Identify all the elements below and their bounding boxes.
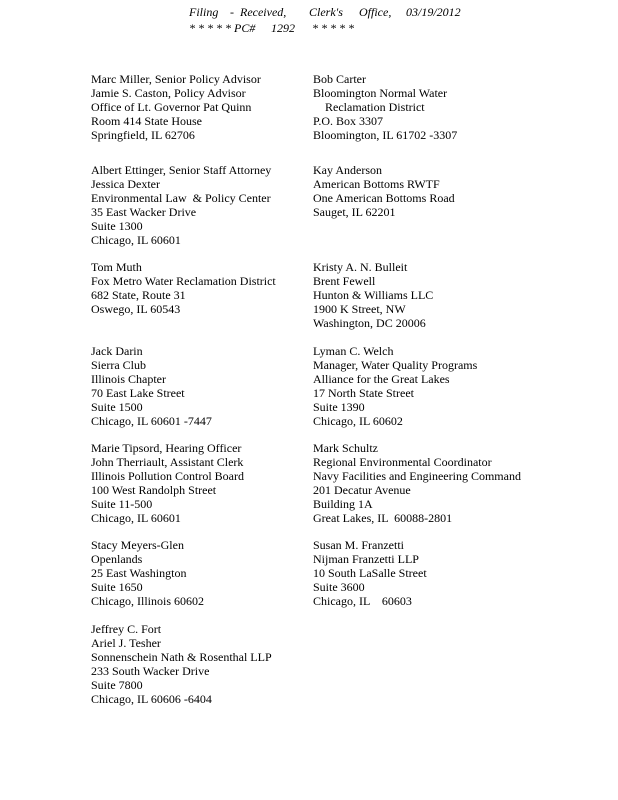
address-line: Great Lakes, IL 60088-2801 (313, 511, 453, 525)
address-line: 233 South Wacker Drive (91, 664, 210, 678)
address-line: Chicago, IL 60601 (91, 233, 181, 247)
address-block (91, 163, 306, 247)
address-block (313, 538, 528, 608)
address-line: Building 1A (313, 497, 373, 511)
address-line: Chicago, IL 60601 -7447 (91, 414, 212, 428)
address-line: 25 East Washington (91, 566, 187, 580)
address-line: Kristy A. N. Bulleit (313, 260, 408, 274)
clerks-label: Clerk's (309, 5, 343, 19)
address-line: Jessica Dexter (91, 177, 160, 191)
address-line: Marc Miller, Senior Policy Advisor (91, 72, 261, 86)
address-line: Suite 3600 (313, 580, 365, 594)
address-block (313, 163, 528, 219)
pc-stars-left: * * * * * PC# (189, 21, 256, 35)
address-line: Chicago, IL 60602 (313, 414, 403, 428)
address-line: Suite 1500 (91, 400, 143, 414)
address-line: Room 414 State House (91, 114, 202, 128)
pc-stars-right: * * * * * (312, 21, 354, 35)
address-line: Lyman C. Welch (313, 344, 394, 358)
address-block (91, 260, 306, 316)
address-block (91, 344, 306, 428)
address-line: 70 East Lake Street (91, 386, 185, 400)
address-line: Fox Metro Water Reclamation District (91, 274, 276, 288)
address-line: Bloomington, IL 61702 -3307 (313, 128, 458, 142)
address-line: American Bottoms RWTF (313, 177, 440, 191)
address-line: Hunton & Williams LLC (313, 288, 434, 302)
address-line: 10 South LaSalle Street (313, 566, 427, 580)
address-line: Chicago, IL 60601 (91, 511, 181, 525)
address-line: Suite 1650 (91, 580, 143, 594)
address-line: Illinois Chapter (91, 372, 166, 386)
address-line: Washington, DC 20006 (313, 316, 426, 330)
filing-date: 03/19/2012 (406, 5, 461, 19)
address-line: Navy Facilities and Engineering Command (313, 469, 521, 483)
address-line: P.O. Box 3307 (313, 114, 384, 128)
address-line: 17 North State Street (313, 386, 414, 400)
address-line: Sauget, IL 62201 (313, 205, 396, 219)
address-line: Illinois Pollution Control Board (91, 469, 245, 483)
address-block (313, 72, 528, 142)
address-line: 35 East Wacker Drive (91, 205, 197, 219)
address-line: Marie Tipsord, Hearing Officer (91, 441, 242, 455)
address-line: Reclamation District (313, 100, 425, 114)
address-line: Chicago, Illinois 60602 (91, 594, 204, 608)
address-line: John Therriault, Assistant Clerk (91, 455, 244, 469)
address-line: Chicago, IL 60606 -6404 (91, 692, 212, 706)
address-line: 201 Decatur Avenue (313, 483, 411, 497)
address-line: Nijman Franzetti LLP (313, 552, 419, 566)
address-line: Openlands (91, 552, 143, 566)
address-line: Manager, Water Quality Programs (313, 358, 478, 372)
address-line: Suite 1300 (91, 219, 143, 233)
address-line: Brent Fewell (313, 274, 376, 288)
address-block (313, 441, 603, 525)
address-line: Bloomington Normal Water (313, 86, 448, 100)
address-line: Ariel J. Tesher (91, 636, 161, 650)
address-line: Office of Lt. Governor Pat Quinn (91, 100, 252, 114)
received-label: Received, (240, 5, 287, 19)
address-line: Mark Schultz (313, 441, 378, 455)
filing-label: Filing (189, 5, 219, 19)
address-block (91, 622, 306, 706)
pc-number: 1292 (271, 21, 295, 35)
address-line: Stacy Meyers-Glen (91, 538, 184, 552)
address-line: Regional Environmental Coordinator (313, 455, 492, 469)
address-line: Oswego, IL 60543 (91, 302, 181, 316)
address-line: Albert Ettinger, Senior Staff Attorney (91, 163, 272, 177)
address-block (313, 344, 528, 428)
address-line: Sonnenschein Nath & Rosenthal LLP (91, 650, 272, 664)
address-line: Sierra Club (91, 358, 146, 372)
address-line: Suite 11-500 (91, 497, 153, 511)
address-line: 682 State, Route 31 (91, 288, 186, 302)
address-line: Jack Darin (91, 344, 143, 358)
address-block (91, 538, 306, 608)
address-block (91, 441, 306, 525)
header-dash: - (230, 5, 234, 19)
address-line: Jeffrey C. Fort (91, 622, 162, 636)
address-line: Kay Anderson (313, 163, 382, 177)
address-line: Suite 7800 (91, 678, 143, 692)
address-block (91, 72, 306, 142)
address-line: 100 West Randolph Street (91, 483, 217, 497)
address-line: Chicago, IL 60603 (313, 594, 412, 608)
address-block (313, 260, 528, 330)
address-line: Bob Carter (313, 72, 366, 86)
address-line: Susan M. Franzetti (313, 538, 404, 552)
address-line: One American Bottoms Road (313, 191, 455, 205)
office-label: Office, (359, 5, 392, 19)
address-line: Suite 1390 (313, 400, 365, 414)
address-line: 1900 K Street, NW (313, 302, 406, 316)
address-line: Environmental Law & Policy Center (91, 191, 271, 205)
address-line: Tom Muth (91, 260, 142, 274)
address-line: Springfield, IL 62706 (91, 128, 195, 142)
address-line: Alliance for the Great Lakes (313, 372, 450, 386)
address-line: Jamie S. Caston, Policy Advisor (91, 86, 246, 100)
